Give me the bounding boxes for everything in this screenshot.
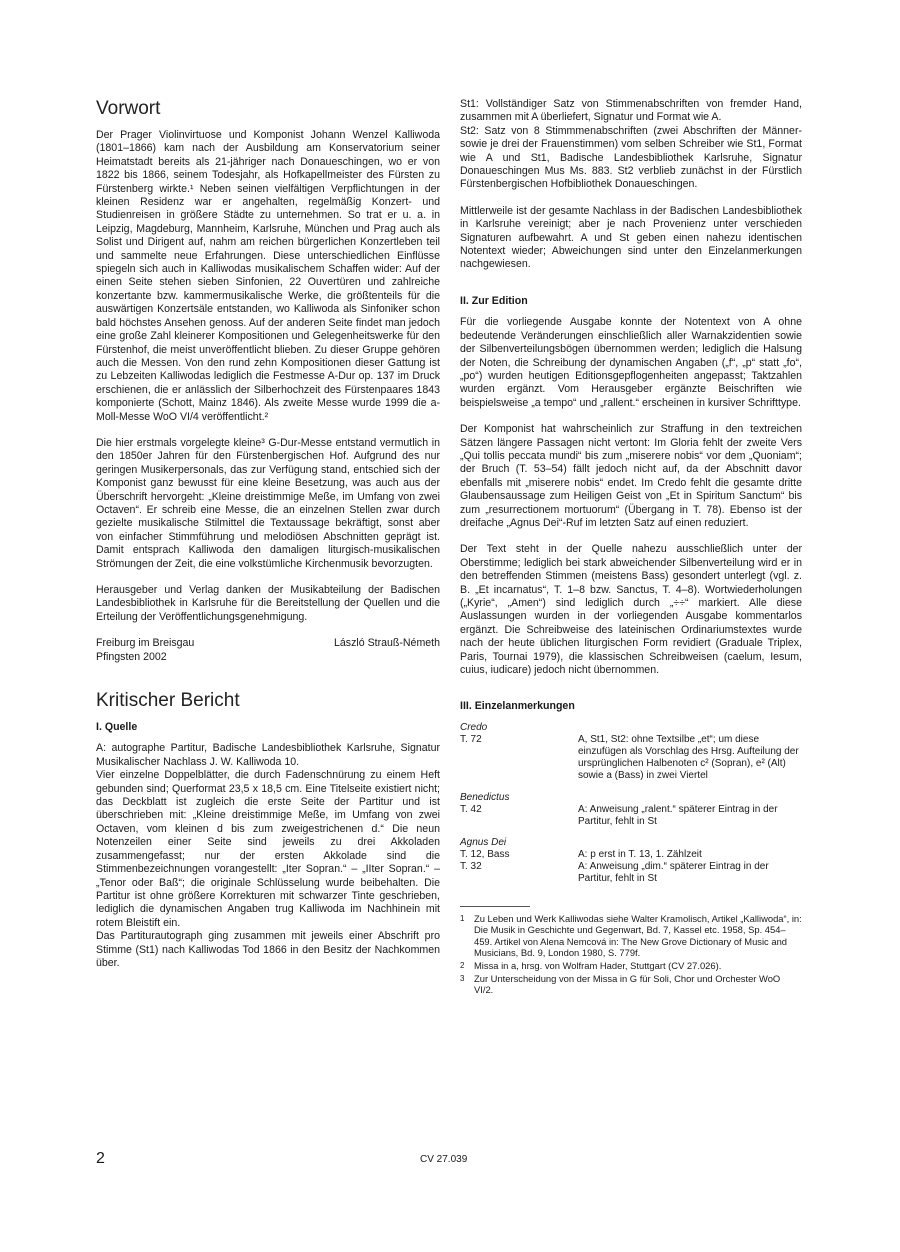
vorwort-heading: Vorwort (96, 98, 161, 119)
source-st2: St2: Satz von 8 Stimmmenabschriften (zwei Abschriften der Männer- sowie je drei der Frauenstimmen) vom selben Schreiber wie St1, Format wie A und St1, Badische Landesbibliothek Karlsruhe, Signatur Donaueschingen Mus Ms. 883. St2 verblieb zunächst in der Fürstlich Fürstenbergischen Hofbibliothek Donaueschingen. (460, 124, 802, 191)
einzelanmerkungen-heading: III. Einzelanmerkungen (460, 700, 575, 713)
annotation-row (460, 849, 802, 861)
annotation-group-credo (460, 722, 802, 783)
annotation-text: A: Anweisung „ralent.“ späterer Eintrag in der Partitur, fehlt in St (578, 803, 778, 827)
footnote-divider (460, 906, 530, 907)
vorwort-paragraph-2: Die hier erstmals vorgelegte kleine³ G-Dur-Messe entstand vermutlich in den 1850er Jahren für den Fürstenbergischen Hof. Aufgrund des nur geringen Musikerpersonals, das zur Verfügung stand, entschied sich der Komponist ganz bewusst für eine kleine Besetzung, was auch aus der Überschrift hervorgeht: „Kleine dreistimmige Meße, im Umfang von zwei Octaven“. Er schreib eine Messe, die an einzelnen Stellen zwar durch gezielte musikalische Stilmittel die Textaussage bekräftigt, sonst aber von einfacher Stimmführung und melodiösen Abschnitten geprägt ist. Damit entsprach Kalliwoda den damaligen liturgisch-musikalischen Strömungen der Zeit, die eine volkstümliche Kirchenmusik bevorzugten. (96, 436, 440, 570)
footnote-number: 1 (460, 913, 465, 923)
source-st1: St1: Vollständiger Satz von Stimmenabschriften von fremder Hand, zusammen mit A überliefert, Signatur und Format wie A. (460, 98, 802, 124)
annotation-ref: T. 42 (460, 803, 482, 815)
quelle-heading: I. Quelle (96, 721, 138, 734)
annotation-ref: T. 72 (460, 733, 482, 745)
left-column (96, 98, 440, 970)
annotation-row (460, 804, 802, 828)
vorwort-paragraph-3: Herausgeber und Verlag danken der Musikabteilung der Badischen Landesbibliothek in Karlsruhe für die Bereitstellung der Quellen und die Erteilung der Veröffentlichungsgenehmigung. (96, 584, 440, 623)
signature-author: László Strauß-Németh (334, 637, 440, 650)
edition-paragraph-3: Der Text steht in der Quelle nahezu ausschließlich unter der Oberstimme; lediglich bei stark abweichender Silbenverteilung wird er in den betreffenden Stimmen (meistens Bass) gesondert unterlegt (vgl. z. B. „Et incarnatus“, T. 1–8 bzw. Sanctus, T. 4–8). Wortwiederholungen („Kyrie“, „Amen“) sind lediglich durch „÷÷“ markiert. Alle diese Auslassungen wurden in der vorliegenden Ausgabe kommentarlos ergänzt. Die Schreibweise des lateinischen Ordinariumstextes wurde nach der heute üblichen liturgischen Form revidiert (Graduale Triplex, Paris, Tournai 1979), die klassischen Schreibweisen (caelum, Iesum, cuius, iudicare) jedoch nicht übernommen. (460, 543, 802, 677)
footnote (460, 960, 802, 972)
annotation-row (460, 734, 802, 783)
annotation-section-title: Agnus Dei (460, 837, 507, 849)
annotation-text: A: Anweisung „dim.“ späterer Eintrag in der Partitur, fehlt in St (578, 861, 769, 885)
annotation-ref: T. 12, Bass (460, 849, 510, 861)
right-column (460, 98, 802, 997)
annotation-ref: T. 32 (460, 861, 482, 873)
footnote (460, 973, 802, 996)
quelle-a: A: autographe Partitur, Badische Landesbibliothek Karlsruhe, Signatur Musikalischer Nachlass J. W. Kalliwoda 10. (96, 742, 440, 768)
footnote-number: 3 (460, 973, 465, 983)
edition-paragraph-1: Für die vorliegende Ausgabe konnte der Notentext von A ohne bedeutende Veränderungen einschließlich aller Warnakzidentien sowie der Silbenverteilungsbögen übernommen werden; lediglich die Halsung der Noten, die Schreibung der dynamischen Angaben („f“, „p“ statt „fo“, „po“) wurden heutigen Editionsgepflogenheiten angepasst; Taktzahlen wurden ergänzt. Vom Herausgeber ergänzte Beischriften wie beispielsweise „a tempo“ und „rallent.“ erscheinen in kursiver Schrifttype. (460, 316, 802, 409)
edition-paragraph-2: Der Komponist hat wahrscheinlich zur Straffung in den textreichen Sätzen längere Passagen nicht vertont: Im Gloria fehlt der zweite Vers „Qui tollis peccata mundi“ bis zum „miserere nobis“ vor dem „Quoniam“; der Bruch (T. 53–54) fällt jedoch nicht auf, da der Abschnitt davor ebenfalls mit „miserere nobis“ endet. Im Credo fehlt die gesamte dritte Glaubensaussage zum Heiligen Geist von „Et in Spiritum Sanctum“ bis zum „resurrectionem mortuorum“ (Übergang in T. 78). Ebenso ist der dreifache „Agnus Dei“-Ruf im letzten Satz auf einen reduziert. (460, 423, 802, 529)
footnote (460, 913, 802, 959)
annotation-text: A: p erst in T. 13, 1. Zählzeit (578, 849, 702, 861)
annotation-section-title: Credo (460, 721, 488, 733)
signature-date: Pfingsten 2002 (96, 650, 167, 663)
footnote-number: 2 (460, 961, 465, 971)
quelle-provenance: Das Partiturautograph ging zusammen mit jeweils einer Abschrift pro Stimme (St1) nach Kalliwodas Tod 1866 in den Besitz der Nachkommen über. (96, 930, 440, 969)
footnote-text: Zur Unterscheidung von der Missa in G für Soli, Chor und Orchester WoO VI/2. (474, 972, 781, 996)
nachlass-paragraph: Mittlerweile ist der gesamte Nachlass in der Badischen Landesbibliothek in Karlsruhe vereinigt; aber je nach Provenienz unter verschieden Signaturen aufbewahrt. A und St geben einen nahezu identischen Notentext wieder; Abweichungen sind unter den Einzelanmerkungen nachgewiesen. (460, 204, 802, 271)
annotation-row (460, 861, 802, 885)
annotation-group-benedictus (460, 792, 802, 828)
footnote-text: Zu Leben und Werk Kalliwodas siehe Walter Kramolisch, Artikel „Kalliwoda“, in: Die Musik in Geschichte und Gegenwart, Bd. 7, Kassel etc. 1958, Sp. 454–459. Artikel von Alena Nemcová in: The New Grove Dictionary of Music and Musicians, Bd. 9, London 1980, S. 779f. (474, 912, 802, 959)
page-number: 2 (96, 1150, 105, 1167)
catalog-number: CV 27.039 (420, 1154, 468, 1165)
signature-line (96, 637, 440, 650)
annotation-group-agnus-dei (460, 837, 802, 886)
signature-place: Freiburg im Breisgau (96, 637, 195, 650)
annotation-section-title: Benedictus (460, 791, 510, 803)
quelle-description: Vier einzelne Doppelblätter, die durch Fadenschnürung zu einem Heft gebunden sind; Querformat 23,5 x 18,5 cm. Eine Titelseite existiert nicht; das Deckblatt ist zugleich die erste Seite der Partitur und ist überschrieben mit: „Kleine dreistimmige Meße, im Umfang von zwei Octaven, vom kleinen d bis zum zweigestrichenen d.“ Die neun Notenzeilen einer Seite sind jeweils zu drei Akkoladen zusammengefasst; nur der ersten Akkolade sind die Stimmenbezeichnungen vorangestellt: „Iter Sopran.“ – „IIter Sopran.“ – „Tenor oder Baß“; die originale Schlüsselung wurde beibehalten. Die Partitur ist ohne größere Korrekturen mit schwarzer Tinte geschrieben, lediglich die dynamischen Angaben trug Kalliwoda im Nachhinein mit rotem Bleistift ein. (96, 769, 440, 929)
annotation-text: A, St1, St2: ohne Textsilbe „et“; um diese einzufügen als Vorschlag des Hrsg. Aufteilung der ursprünglichen Halbenoten c² (Sopran), e² (Alt) sowie a (Bass) in zwei Viertel (578, 733, 799, 782)
kritischer-bericht-heading: Kritischer Bericht (96, 690, 240, 712)
edition-heading: II. Zur Edition (460, 294, 528, 307)
vorwort-paragraph-1: Der Prager Violinvirtuose und Komponist Johann Wenzel Kalliwoda (1801–1866) kam nach der Ausbildung am Konservatorium seiner Heimatstadt bereits als 21-jähriger nach Donaueschingen, wo er von 1822 bis 1866, seinem Todesjahr, als Hofkapellmeister des Fürsten zu Fürstenberg wirkte.¹ Neben seinen vielfältigen Verpflichtungen in der kleinen Residenz war er angehalten, regelmäßig Konzert- und Studienreisen in größere Städte zu unternehmen. So trat er u. a. in Leipzig, Magdeburg, Mannheim, Karlsruhe, München und Prag auch als Solist und Dirigent auf, nahm am reichen bürgerlichen Konzertleben teil und sammelte neue Erfahrungen. Diese unterschiedlichen Einflüsse spiegeln sich auch in Kalliwodas musikalischem Schaffen wider: Auf der einen Seite stehen sieben Sinfonien, 22 Ouvertüren und zahlreiche konzertante bzw. kammermusikalische Werke, die größtenteils für die auswärtigen Konzertsäle entstanden, wo Kalliwoda als Sinfoniker schon bald höchstes Ansehen genoss. Auf der anderen Seite findet man jedoch eine große Zahl kleinerer Kompositionen und Gelegenheitswerke für den Fürstenhof, die meist unveröffentlicht blieben. Zu dieser Gruppe gehören auch die Messen. Von den rund zehn Kompositionen dieser Gattung ist zu Lebzeiten Kalliwodas lediglich die Festmesse A-Dur op. 137 im Druck erschienen, die er anlässlich der Silberhochzeit des Fürstenpaares 1843 komponierte (Schott, Mainz 1846). Als zweite Messe wurde 1999 die a-Moll-Messe WoO VI/4 veröffentlicht.² (96, 129, 440, 423)
footnote-text: Missa in a, hrsg. von Wolfram Hader, Stuttgart (CV 27.026). (474, 960, 722, 972)
